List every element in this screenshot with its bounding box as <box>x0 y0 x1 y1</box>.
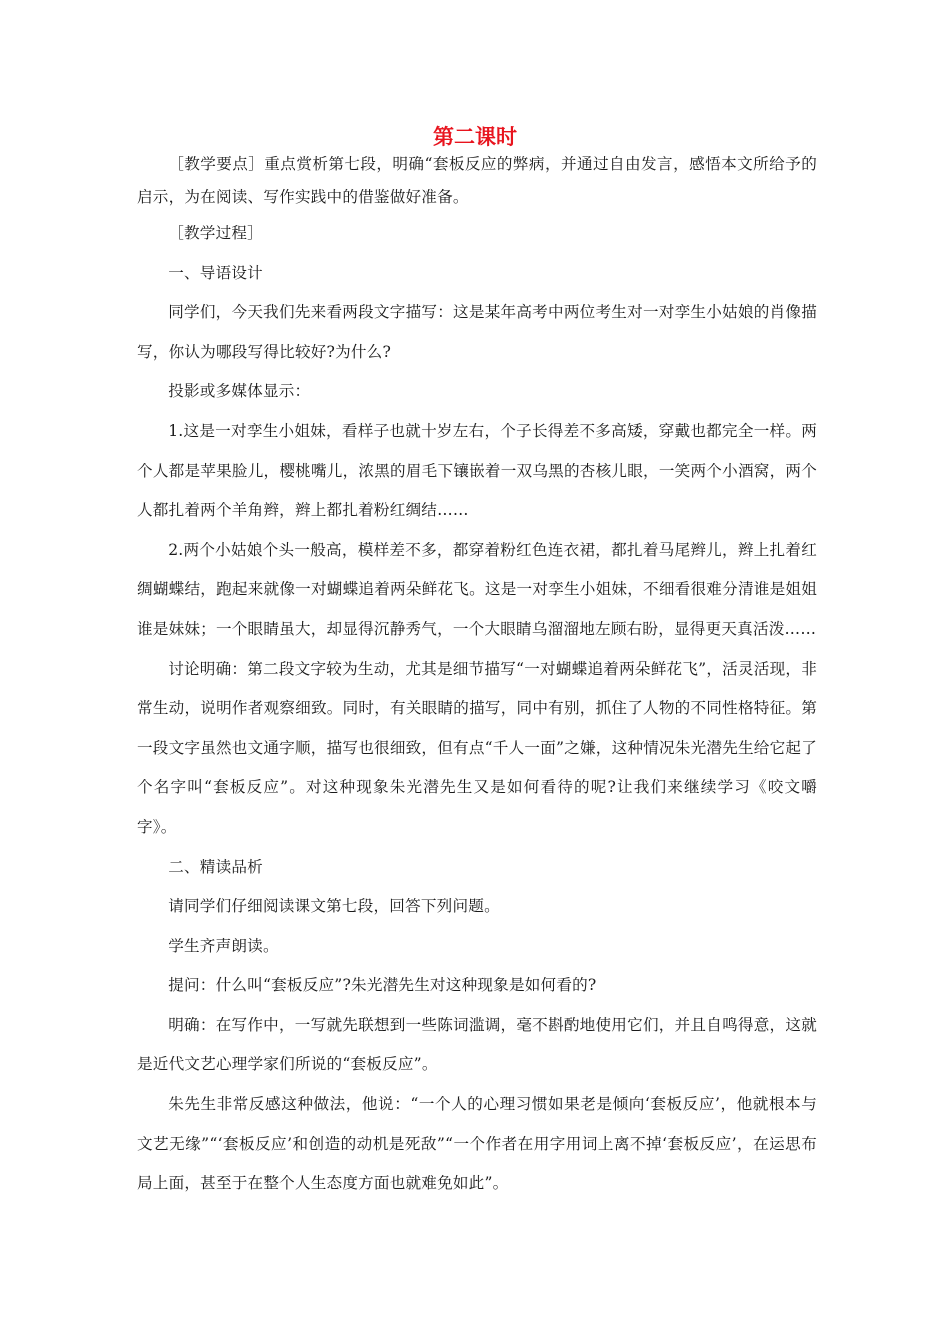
document-body <box>137 148 817 1204</box>
quote-paragraph: 朱先生非常反感这种做法，他说：“一个人的心理习惯如果老是倾向‘套板反应’，他就根本与文艺无缘”“‘套板反应’和创造的动机是死敌”“一个作者在用字用词上离不掉‘套板反应’，在运思布局上面，甚至于在整个人生态度方面也就难免如此”。 <box>137 1095 817 1193</box>
example-two-paragraph: 2.两个小姑娘个头一般高，模样差不多，都穿着粉红色连衣裙，都扎着马尾辫儿，辫上扎着红绸蝴蝶结，跑起来就像一对蝴蝶追着两朵鲜花飞。这是一对孪生小姐妹，不细看很难分清谁是姐姐谁是妹妹；一个眼睛虽大，却显得沉静秀气，一个大眼睛乌溜溜地左顾右盼，显得更天真活泼…… <box>137 540 817 638</box>
page-title: 第二课时 <box>433 124 517 149</box>
teaching-process-heading: ［教学过程］ <box>168 224 263 242</box>
teaching-points-paragraph: ［教学要点］重点赏析第七段，明确“套板反应的弊病，并通过自由发言，感悟本文所给予的启示，为在阅读、写作实践中的借鉴做好准备。 <box>137 155 817 206</box>
discussion-paragraph: 讨论明确：第二段文字较为生动，尤其是细节描写“一对蝴蝶追着两朵鲜花飞”，活灵活现，非常生动，说明作者观察细致。同时，有关眼睛的描写，同中有别，抓住了人物的不同性格特征。第一段文字虽然也文通字顺，描写也很细致，但有点“千人一面”之嫌，这种情况朱光潜先生给它起了个名字叫“套板反应”。对这种现象朱光潜先生又是如何看待的呢?让我们来继续学习《咬文嚼字》。 <box>137 659 817 836</box>
question-paragraph: 提问：什么叫“套板反应”?朱光潜先生对这种现象是如何看的? <box>168 976 597 995</box>
section-heading-reading: 二、精读品析 <box>168 857 263 876</box>
intro-paragraph: 同学们，今天我们先来看两段文字描写：这是某年高考中两位考生对一对孪生小姑娘的肖像描写，你认为哪段写得比较好?为什么? <box>137 303 817 361</box>
example-one-paragraph: 1.这是一对孪生小姐妹，看样子也就十岁左右，个子长得差不多高矮，穿戴也都完全一样。两个人都是苹果脸儿，樱桃嘴儿，浓黑的眉毛下镶嵌着一双乌黑的杏核儿眼，一笑两个小酒窝，两个人都扎着两个羊角辫，辫上都扎着粉红绸结…… <box>137 421 817 520</box>
reading-aloud-paragraph: 学生齐声朗读。 <box>168 936 279 955</box>
section-heading-intro: 一、导语设计 <box>168 263 263 282</box>
projection-label: 投影或多媒体显示： <box>168 382 311 401</box>
instruction-paragraph: 请同学们仔细阅读课文第七段，回答下列问题。 <box>168 897 500 916</box>
answer-paragraph: 明确：在写作中，一写就先联想到一些陈词滥调，毫不斟酌地使用它们，并且自鸣得意，这就是近代文艺心理学家们所说的“套板反应”。 <box>137 1015 817 1074</box>
